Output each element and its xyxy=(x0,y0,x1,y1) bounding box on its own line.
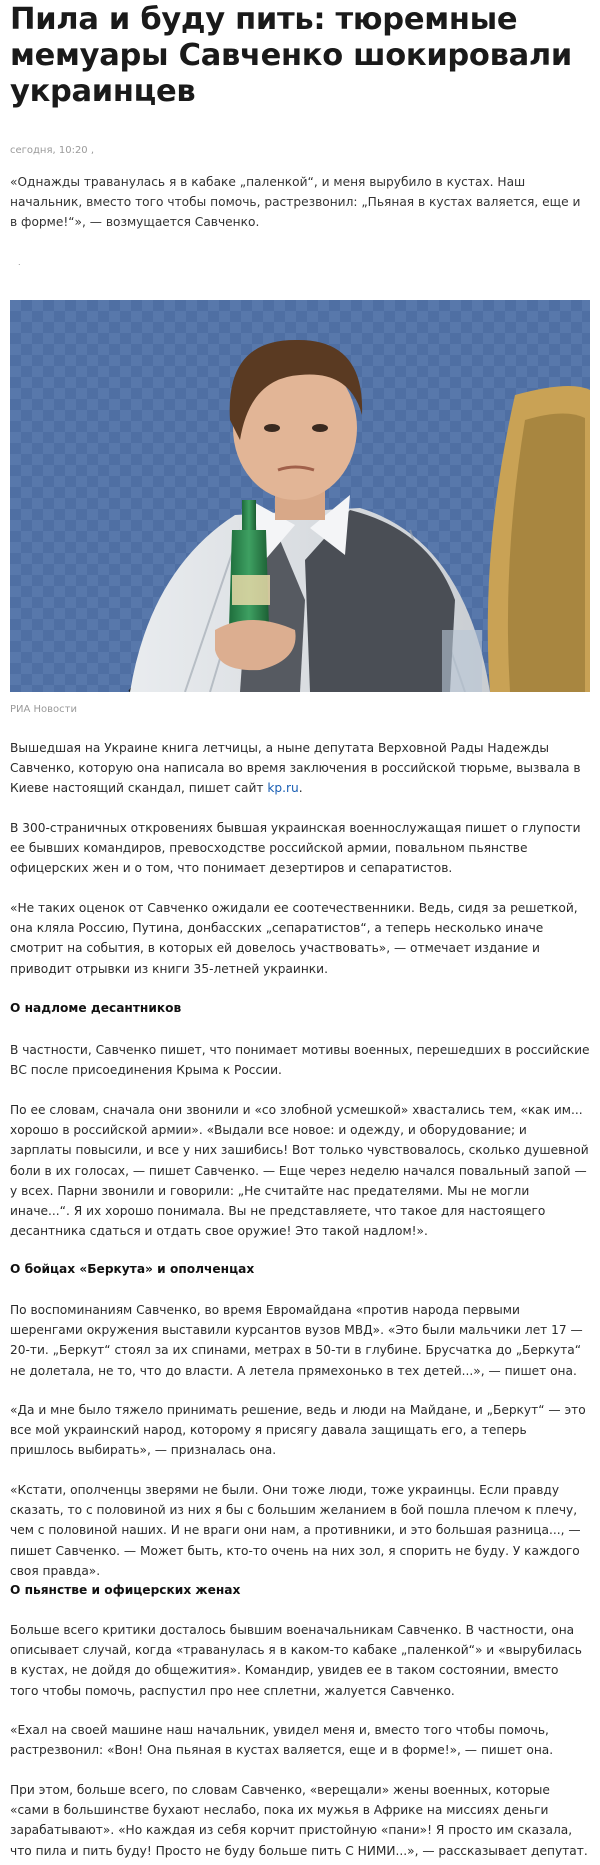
article-date xyxy=(10,145,94,156)
paragraph-1 xyxy=(10,738,590,799)
paragraph-3: «Не таких оценок от Савченко ожидали ее соотечественники. Ведь, сидя за решеткой, она кляла Россию, Путина, донбасских „сепаратистов“, а теперь несколько иначе смотрит на события, в которых ей довелось участвовать», — отмечает издание и приводит отрывки из книги 35-летней украинки. xyxy=(10,901,578,976)
paragraph-2: В 300-страничных откровениях бывшая украинская военнослужащая пишет о глупости ее бывших командиров, превосходстве российской армии, повальном пьянстве офицерских жен и о том, что понимает дезертиров и сепаратистов. xyxy=(10,821,581,876)
article-title: Пила и буду пить: тюремные мемуары Савченко шокировали украинцев xyxy=(10,2,572,109)
date-suffix: , xyxy=(90,145,95,156)
section-heading-paratroopers: О надломе десантников xyxy=(10,1001,182,1015)
section-heading-drinking: О пьянстве и офицерских женах xyxy=(10,1583,241,1597)
paragraph-6: По воспоминаниям Савченко, во время Евромайдана «против народа первыми шеренгами окружения выставили курсантов вузов МВД». «Это были мальчики лет 17 — 20-ти. „Беркут“ стоял за их спинами, метрах в 50-ти в глубине. Брусчатка до „Беркута“ не долетала, не то, что до власти. А летела прямехонько в тех детей...», — пишет она. xyxy=(10,1303,583,1378)
photo-caption: РИА Новости xyxy=(10,704,78,715)
paragraph-5: По ее словам, сначала они звонили и «со злобной усмешкой» хвастались тем, «как им... хорошо в российской армии». «Выдали все новое: и одежду, и оборудование; и зарплаты повысили, и все у них зашибись! Вот только чувствовалось, сколько душевной боли в их голосах, — пишет Савченко. — Еще через неделю начался повальный запой — у всех. Парни звонили и говорили: „Не считайте нас предателями. Мы не могли иначе...“. Я их хорошо понимала. Вы не представляете, что такое для настоящего десантника сдаться и отдать свое оружие! Это такой надлом!». xyxy=(10,1103,589,1239)
paragraph-9: Больше всего критики досталось бывшим военачальникам Савченко. В частности, она описывает случай, когда «траванулась я в каком-то кабаке „паленкой“» и «вырубилась в кустах, не дойдя до общежития». Командир, увидев ее в таком состоянии, вместо того чтобы помочь, распустил про нее сплетни, жалуется Савченко. xyxy=(10,1623,582,1698)
paragraph-8: «Кстати, ополченцы зверями не были. Они тоже люди, тоже украинцы. Если правду сказать, то с половиной из них я бы с большим желанием в бой пошла плечом к плечу, чем с половиной наших. И не враги они нам, а противники, и это большая разница..., — пишет Савченко. — Может быть, кто-то очень на них зол, я спорить не буду. У каждого своя правда». xyxy=(10,1483,581,1578)
section-heading-berkut: О бойцах «Беркута» и ополченцах xyxy=(10,1262,255,1276)
photo-illustration xyxy=(10,300,590,692)
share-marker: . xyxy=(18,258,21,267)
paragraph-11: При этом, больше всего, по словам Савченко, «верещали» жены военных, которые «сами в большинстве бухают неслабо, пока их мужья в Африке на миссиях деньги зарабатывают». «Но каждая из себя корчит пристойную «пани»! Я просто им сказала, что пила и пить буду! Просто не буду больше пить С НИМИ...», — рассказывает депутат. xyxy=(10,1783,588,1858)
source-link[interactable]: kp.ru xyxy=(267,781,299,796)
paragraph-4: В частности, Савченко пишет, что понимает мотивы военных, перешедших в российские ВС после присоединения Крыма к России. xyxy=(10,1043,590,1078)
paragraph-7: «Да и мне было тяжело принимать решение, ведь и люди на Майдане, и „Беркут“ — это все мой украинский народ, которому я присягу давала защищать его, а теперь пришлось выбирать», — призналась она. xyxy=(10,1403,586,1458)
article-photo xyxy=(10,300,590,692)
article-lead: «Однажды траванулась я в кабаке „паленкой“, и меня вырубило в кустах. Наш начальник, вместо того чтобы помочь, растрезвонил: „Пьяная в кустах валяется, еще и в форме!“», — возмущается Савченко. xyxy=(10,175,581,229)
date-text: сегодня, 10:20 xyxy=(10,145,88,156)
paragraph-1-end: . xyxy=(298,781,303,796)
paragraph-10: «Ехал на своей машине наш начальник, увидел меня и, вместо того чтобы помочь, растрезвонил: «Вон! Она пьяная в кустах валяется, еще и в форме!», — пишет она. xyxy=(10,1723,554,1758)
paragraph-1-text: Вышедшая на Украине книга летчицы, а ныне депутата Верховной Рады Надежды Савченко, которую она написала во время заключения в российской тюрьме, вызвала в Киеве настоящий скандал, пишет сайт xyxy=(10,741,581,796)
